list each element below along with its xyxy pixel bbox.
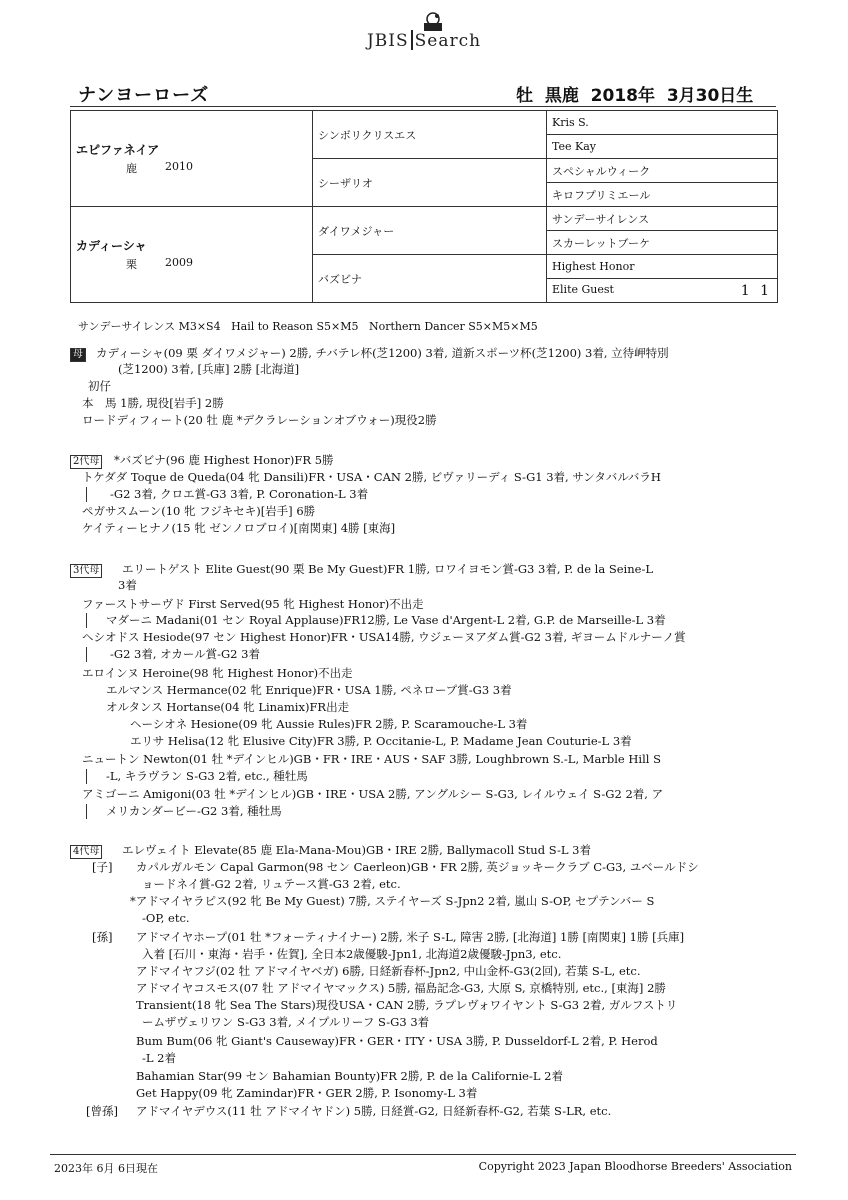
section-tag-label: 4代母 [70,845,102,859]
ancestor-g3: キロフプリミエール [547,183,778,207]
logo [0,30,848,51]
section-line: アミゴーニ Amigoni(03 牡 *デインヒル)GB・IRE・USA 2勝, アングルシー S-G3, レイルウェイ S-G2 2着, ア [82,787,664,801]
section-line: -G2 3着, オカール賞-G2 3着 [110,647,260,661]
section-line: エロインヌ Heroine(98 牝 Highest Honor)不出走 [82,666,353,680]
section-line: *バズビナ(96 鹿 Highest Honor)FR 5勝 [114,453,334,467]
section-line: -L 2着 [142,1051,176,1065]
section-line: エレヴェイト Elevate(85 鹿 Ela-Mana-Mou)GB・IRE 2勝, Ballymacoll Stud S-L 3着 [122,843,592,857]
logo-right-text: Search [414,31,482,51]
logo-divider [411,30,413,50]
dam-name: カディーシャ [76,239,147,253]
ancestor-g2: バズビナ [313,255,547,303]
title-rule [70,106,776,107]
section-line: アドマイヤデウス(11 牡 アドマイヤドン) 5勝, 日経賞-G2, 日経新春杯-G2, 若葉 S-LR, etc. [136,1104,612,1118]
sire-cell [71,111,313,207]
sire-color: 鹿 [126,162,137,175]
section-line: ペガサスムーン(10 牝 フジキセキ)[岩手] 6勝 [82,504,316,518]
indent-bar [86,804,87,819]
section-line: Transient(18 牝 Sea The Stars)現役USA・CAN 2勝, ラプレヴォワイヤント S-G3 2着, ガルフストリ [136,998,678,1012]
sire-name: エピファネイア [76,143,160,157]
indent-bar [86,613,87,628]
horse-name: ナンヨーローズ [78,85,210,106]
section-line: アドマイヤフジ(02 牡 アドマイヤベガ) 6勝, 日経新春杯-Jpn2, 中山金杯-G3(2回), 若葉 S-L, etc. [136,964,641,978]
section-line: ョードネイ賞-G2 2着, リュテース賞-G3 2着, etc. [142,877,401,891]
section-tag-label: 3代母 [70,564,102,578]
section-line: ヘシオドス Hesiode(97 セン Highest Honor)FR・USA14勝, ウジェーヌアダム賞-G2 3着, ギヨームドルナーノ賞 [82,630,686,644]
section-line: アドマイヤコスモス(07 牡 アドマイヤマックス) 5勝, 福島記念-G3, 大原 S, 京橋特別, etc., [東海] 2勝 [136,981,666,995]
section-line: ニュートン Newton(01 牡 *デインヒル)GB・FR・IRE・AUS・SAF 3勝, Loughbrown S.-L, Marble Hill S [82,752,661,766]
section-tag-label: 2代母 [70,455,102,469]
ancestor-g3: Kris S. [547,111,778,135]
section-line: Get Happy(09 牝 Zamindar)FR・GER 2勝, P. Isonomy-L 3着 [136,1086,478,1100]
section-tag-label: 母 [70,348,86,362]
section-line: ームザヴェリワン S-G3 3着, メイプルリーフ S-G3 3着 [142,1015,430,1029]
section-tag [70,842,102,859]
logo-crest-icon [420,10,446,32]
inbreeding-line: サンデーサイレンス M3×S4 Hail to Reason S5×M5 Northern Dancer S5×M5×M5 [78,320,538,333]
section-line: カパルガルモン Capal Garmon(98 セン Caerleon)GB・FR 2勝, 英ジョッキークラブ C-G3, ユベールドシ [136,860,699,874]
section-line: 3着 [118,578,137,592]
section-line: メリカンダービー-G2 3着, 種牡馬 [106,804,282,818]
section-line: ロードディフィート(20 牡 鹿 *デクラレーションオブウォー)現役2勝 [82,413,437,427]
section-line: ヘーシオネ Hesione(09 牝 Aussie Rules)FR 2勝, P. Scaramouche-L 3着 [130,717,528,731]
section-line: [孫] [92,930,113,944]
ancestor-g3: Tee Kay [547,135,778,159]
section-line: 本 馬 1勝, 現役[岩手] 2勝 [82,396,224,410]
section-line: [子] [92,860,113,874]
section-line: Bahamian Star(99 セン Bahamian Bounty)FR 2勝, P. de la Californie-L 2着 [136,1069,563,1083]
ancestor-g3: スペシャルウィーク [547,159,778,183]
ancestor-g2: シーザリオ [313,159,547,207]
section-line: マダーニ Madani(01 セン Royal Applause)FR12勝, Le Vase d'Argent-L 2着, G.P. de Marseille-L 3着 [106,613,666,627]
section-line: *アドマイヤラピス(92 牝 Be My Guest) 7勝, ステイヤーズ S-Jpn2 2着, 嵐山 S-OP, セプテンバー S [130,894,655,908]
ancestor-g2: シンボリクリスエス [313,111,547,159]
section-line: エルマンス Hermance(02 牝 Enrique)FR・USA 1勝, ペネロープ賞-G3 3着 [106,683,512,697]
section-line: -L, キラヴラン S-G3 2着, etc., 種牡馬 [106,769,308,783]
section-line: Bum Bum(06 牝 Giant's Causeway)FR・GER・ITY・USA 3勝, P. Dusseldorf-L 2着, P. Herod [136,1034,658,1048]
indent-bar [86,769,87,784]
section-line: [曾孫] [86,1104,118,1118]
pedigree-table [70,110,778,303]
dam-color: 栗 [126,258,137,271]
indent-bar [86,647,87,662]
section-tag [70,345,86,362]
ancestor-g3: Highest Honor [547,255,778,279]
section-line: -OP, etc. [142,911,190,925]
section-line: トケダダ Toque de Queda(04 牝 Dansili)FR・USA・CAN 2勝, ビヴァリーディ S-G1 3着, サンタバルバラH [82,470,661,484]
section-line: -G2 3着, クロエ賞-G3 3着, P. Coronation-L 3着 [110,487,369,501]
ancestor-g3 [547,279,778,303]
section-line: ケイティーヒナノ(15 牝 ゼンノロブロイ)[南関東] 4勝 [東海] [82,521,396,535]
section-line: エリサ Helisa(12 牝 Elusive City)FR 3勝, P. Occitanie-L, P. Madame Jean Couturie-L 3着 [130,734,632,748]
ancestor-g3: スカーレットブーケ [547,231,778,255]
ancestor-g3: サンデーサイレンス [547,207,778,231]
footer-rule [50,1154,796,1155]
horse-info: 牡 黒鹿 2018年 3月30日生 [516,86,754,106]
section-line: エリートゲスト Elite Guest(90 栗 Be My Guest)FR 1勝, ロワイヨモン賞-G3 3着, P. de la Seine-L [122,562,653,576]
logo-left-text: JBIS [366,31,409,51]
dam-cell [71,207,313,303]
footer-copyright: Copyright 2023 Japan Bloodhorse Breeders' Association [478,1160,792,1173]
family-number: 1 1 [740,282,772,299]
footer-date: 2023年 6月 6日現在 [54,1162,158,1175]
section-line: オルタンス Hortanse(04 牝 Linamix)FR出走 [106,700,350,714]
section-line: カディーシャ(09 栗 ダイワメジャー) 2勝, チバテレ杯(芝1200) 3着, 道新スポーツ杯(芝1200) 3着, 立待岬特別 [96,346,669,360]
dam-year: 2009 [165,256,193,269]
sire-year: 2010 [165,160,193,173]
section-line: 初仔 [88,379,111,393]
indent-bar [86,487,87,502]
section-tag [70,452,102,469]
section-line: 入着 [石川・東海・岩手・佐賀], 全日本2歳優駿-Jpn1, 北海道2歳優駿-Jpn3, etc. [142,947,562,961]
section-line: アドマイヤホープ(01 牡 *フォーティナイナー) 2勝, 米子 S-L, 障害 2勝, [北海道] 1勝 [南関東] 1勝 [兵庫] [136,930,685,944]
section-line: (芝1200) 3着, [兵庫] 2勝 [北海道] [118,362,300,376]
ancestor-g2: ダイワメジャー [313,207,547,255]
ancestor-g3-name: Elite Guest [552,282,614,296]
section-tag [70,561,102,578]
section-line: ファーストサーヴド First Served(95 牝 Highest Honor)不出走 [82,597,424,611]
